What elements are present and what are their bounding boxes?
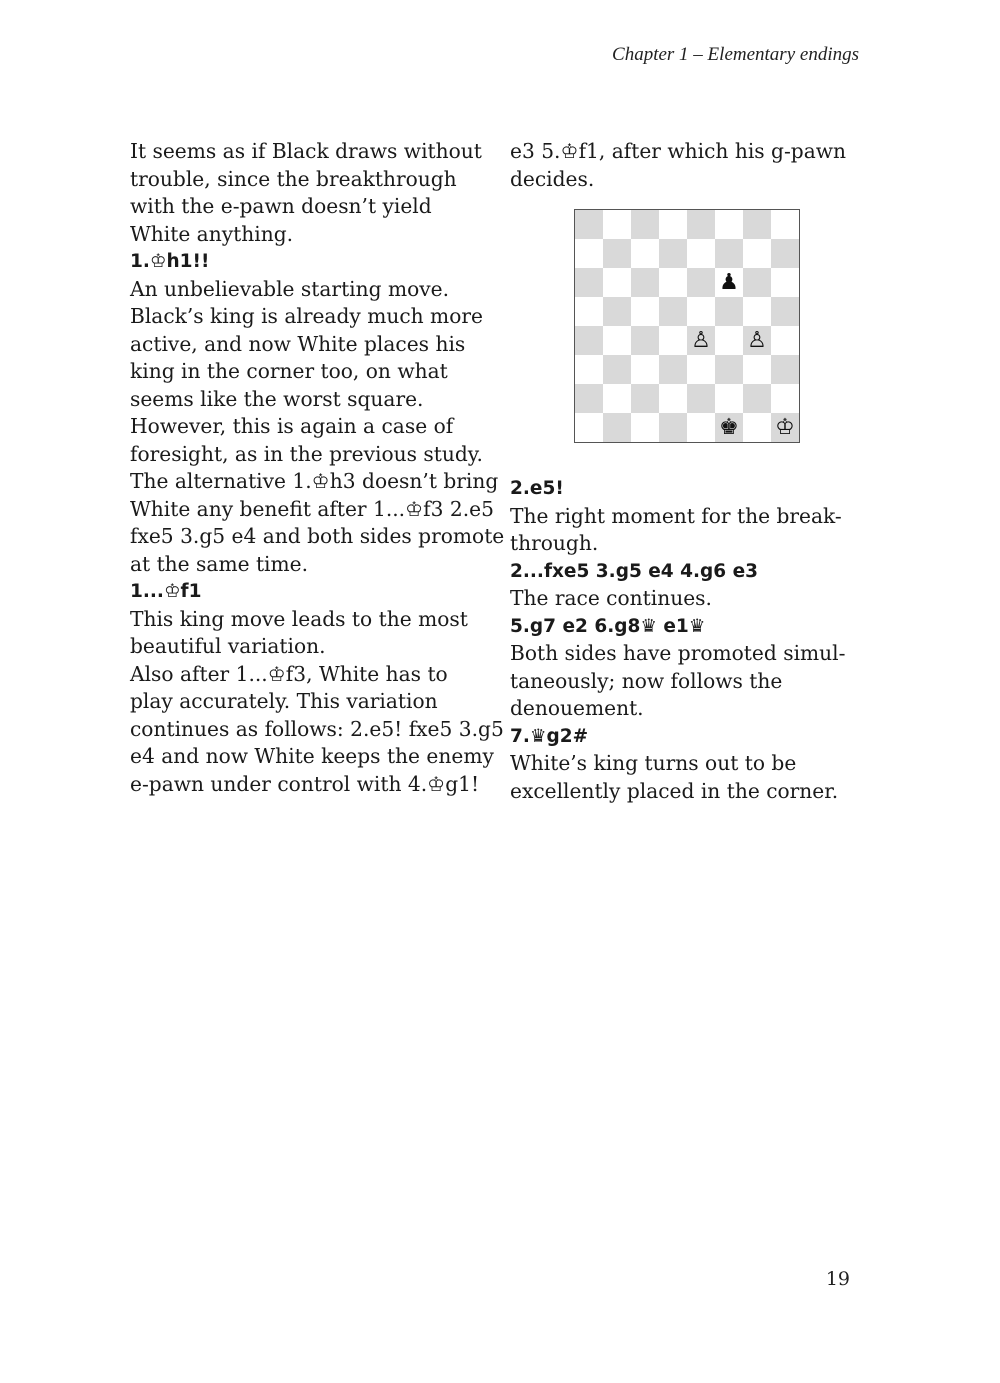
- text-line: The alternative 1.♔h3 doesn’t bring: [130, 469, 499, 493]
- square-e7: [687, 239, 715, 268]
- text-line: foresight, as in the previous study.: [130, 441, 483, 466]
- text-line: beautiful variation.: [130, 634, 326, 658]
- square-c5: [631, 297, 659, 326]
- square-d7: [659, 239, 687, 268]
- square-d5: [659, 297, 687, 326]
- text-line: e-pawn under control with 4.♔g1!: [130, 771, 480, 796]
- square-d2: [659, 384, 687, 413]
- square-e1: [687, 413, 715, 442]
- square-c7: [631, 239, 659, 268]
- square-g4: [743, 326, 771, 355]
- text-line: fxe5 3.g5 e4 and both sides promote: [130, 524, 505, 548]
- text-line: The race continues.: [510, 586, 712, 610]
- black-piece-f6: ♟: [719, 269, 739, 295]
- text-line: trouble, since the breakthrough: [130, 166, 457, 191]
- square-d6: [659, 268, 687, 297]
- square-b2: [603, 384, 631, 413]
- text-line: e4 and now White keeps the enemy: [130, 744, 494, 768]
- move-notation: 1.♔h1!!: [130, 251, 210, 272]
- square-c4: [631, 326, 659, 355]
- square-a5: [575, 297, 603, 326]
- text-line: However, this is again a case of: [130, 414, 454, 438]
- square-e5: [687, 297, 715, 326]
- square-a3: [575, 355, 603, 384]
- square-h7: [771, 239, 799, 268]
- square-g3: [743, 355, 771, 384]
- square-g2: [743, 384, 771, 413]
- white-piece-g4: ♙: [747, 327, 767, 353]
- square-b1: [603, 413, 631, 442]
- square-e4: [687, 326, 715, 355]
- square-h8: [771, 210, 799, 239]
- square-c3: [631, 355, 659, 384]
- move-notation: 1...♔f1: [130, 581, 202, 602]
- square-e6: [687, 268, 715, 297]
- square-c6: [631, 268, 659, 297]
- square-b5: [603, 297, 631, 326]
- square-b6: [603, 268, 631, 297]
- square-h5: [771, 297, 799, 326]
- square-g5: [743, 297, 771, 326]
- white-piece-e4: ♙: [691, 327, 711, 353]
- square-f8: [715, 210, 743, 239]
- text-line: e3 5.♔f1, after which his g-pawn: [510, 139, 847, 163]
- text-line: Both sides have promoted simul-: [510, 641, 846, 665]
- square-f3: [715, 355, 743, 384]
- square-a4: [575, 326, 603, 355]
- square-a7: [575, 239, 603, 268]
- chess-diagram-area: [510, 193, 860, 475]
- text-line: denouement.: [510, 696, 644, 720]
- text-line: The right moment for the break-: [510, 503, 842, 528]
- square-h6: [771, 268, 799, 297]
- text-line: White any benefit after 1...♔f3 2.e5: [130, 496, 494, 521]
- square-e8: [687, 210, 715, 239]
- square-h3: [771, 355, 799, 384]
- move-notation: 2...fxe5 3.g5 e4 4.g6 e3: [510, 560, 758, 582]
- square-g7: [743, 239, 771, 268]
- square-d1: [659, 413, 687, 442]
- square-d4: [659, 326, 687, 355]
- text-line: through.: [510, 531, 599, 555]
- square-b4: [603, 326, 631, 355]
- page-number: 19: [825, 1268, 850, 1290]
- square-h2: [771, 384, 799, 413]
- text-line: excellently placed in the corner.: [510, 778, 839, 803]
- square-h4: [771, 326, 799, 355]
- move-notation: 2.e5!: [510, 478, 564, 499]
- text-line: An unbelievable starting move.: [130, 276, 450, 301]
- square-a8: [575, 210, 603, 239]
- left-column: [130, 138, 505, 798]
- square-f4: [715, 326, 743, 355]
- square-b3: [603, 355, 631, 384]
- square-e3: [687, 355, 715, 384]
- square-f2: [715, 384, 743, 413]
- square-g1: [743, 413, 771, 442]
- square-f1: [715, 413, 743, 442]
- square-f7: [715, 239, 743, 268]
- text-line: decides.: [510, 166, 595, 191]
- right-column-top: [510, 138, 860, 193]
- square-h1: [771, 413, 799, 442]
- right-column: [510, 138, 860, 805]
- square-g8: [743, 210, 771, 239]
- square-c2: [631, 384, 659, 413]
- square-d3: [659, 355, 687, 384]
- square-a6: [575, 268, 603, 297]
- text-line: taneously; now follows the: [510, 668, 783, 693]
- text-line: Also after 1...♔f3, White has to: [130, 661, 448, 686]
- move-notation: 5.g7 e2 6.g8♛ e1♛: [510, 615, 706, 637]
- text-line: with the e-pawn doesn’t yield: [130, 194, 432, 218]
- square-d8: [659, 210, 687, 239]
- text-line: This king move leads to the most: [130, 606, 468, 631]
- square-b7: [603, 239, 631, 268]
- chess-board: [574, 209, 800, 443]
- text-line: continues as follows: 2.e5! fxe5 3.g5: [130, 716, 504, 741]
- square-a1: [575, 413, 603, 442]
- square-f6: [715, 268, 743, 297]
- text-line: White’s king turns out to be: [510, 751, 797, 775]
- text-line: king in the corner too, on what: [130, 359, 448, 383]
- square-f5: [715, 297, 743, 326]
- text-line: Black’s king is already much more: [130, 304, 483, 328]
- white-piece-h1: ♔: [775, 414, 795, 440]
- square-c1: [631, 413, 659, 442]
- move-notation: 7.♛g2#: [510, 725, 589, 747]
- text-line: It seems as if Black draws without: [130, 139, 482, 163]
- square-a2: [575, 384, 603, 413]
- square-c8: [631, 210, 659, 239]
- running-header: Chapter 1 – Elementary endings: [612, 44, 859, 65]
- square-b8: [603, 210, 631, 239]
- text-line: White anything.: [130, 221, 294, 246]
- text-line: at the same time.: [130, 551, 309, 576]
- black-piece-f1: ♚: [719, 414, 739, 440]
- square-e2: [687, 384, 715, 413]
- right-column-bottom: [510, 475, 860, 805]
- text-line: seems like the worst square.: [130, 386, 424, 411]
- text-line: active, and now White places his: [130, 331, 466, 356]
- square-g6: [743, 268, 771, 297]
- text-line: play accurately. This variation: [130, 689, 438, 713]
